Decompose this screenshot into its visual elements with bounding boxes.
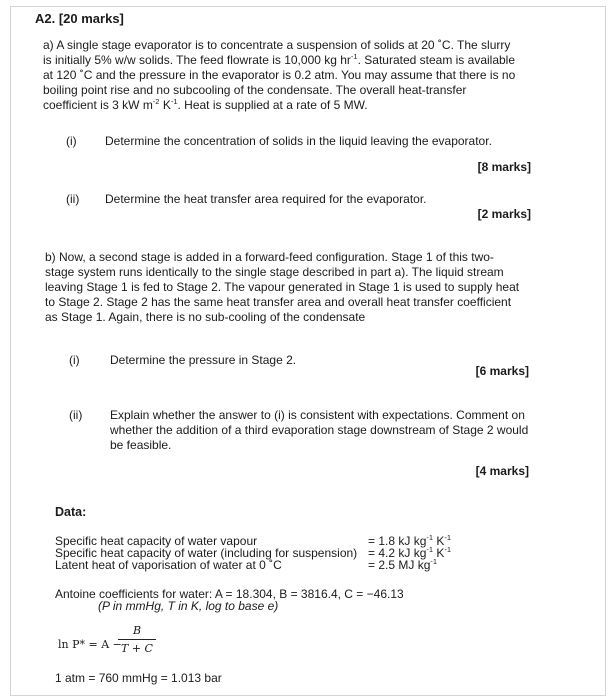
antoine-coefficients: Antoine coefficients for water: A = 18.304, B = 3816.4, C = −46.13: [55, 587, 404, 601]
marks-label: [2 marks]: [477, 207, 531, 221]
part-b-line-1: b) Now, a second stage is added in a forward-feed configuration. Stage 1 of this two-: [45, 250, 494, 264]
data-row-label: Specific heat capacity of water (including for suspension): [55, 546, 358, 560]
part-a-line-4: boiling point rise and no subcooling of the condensate. The overall heat-transfer: [43, 83, 467, 97]
part-a-line-3: at 120 ˚C and the pressure in the evaporator is 0.2 atm. You may assume that there is no: [43, 68, 516, 82]
part-b-line-5: as Stage 1. Again, there is no sub-cooling of the condensate: [45, 310, 366, 324]
question-text-line-2: whether the addition of a third evaporation stage downstream of Stage 2 would: [110, 423, 529, 437]
question-number: (i): [69, 353, 80, 367]
part-b-line-2: stage system runs identically to the single stage described in part a). The liquid stream: [45, 265, 504, 279]
data-row-value: = 4.2 kJ $kg^{-1}$ $K^{-1}$: [368, 545, 452, 560]
question-sheet: [10, 6, 606, 696]
data-row-label: Specific heat capacity of water vapour: [55, 534, 258, 548]
unit-conversion: 1 atm = 760 mmHg = 1.013 bar: [55, 671, 222, 685]
question-text: Determine the heat transfer area required for the evaporator.: [105, 192, 427, 206]
marks-label: [4 marks]: [475, 464, 529, 478]
question-text: Determine the concentration of solids in the liquid leaving the evaporator.: [105, 134, 492, 148]
data-row-value: = 2.5 MJ $kg^{-1}$: [368, 557, 438, 572]
question-title: A2. [20 marks]: [35, 11, 124, 26]
question-number: (i): [66, 134, 77, 148]
question-number: (ii): [69, 408, 83, 422]
part-b-line-3: leaving Stage 1 is fed to Stage 2. The vapour generated in Stage 1 is used to supply heat: [45, 280, 520, 294]
equation-lhs: ln P* = A −: [58, 638, 122, 651]
question-text: Determine the pressure in Stage 2.: [110, 353, 297, 367]
part-a-line-5: coefficient is 3 kW $m^{-2}$ $K^{-1}$. Heat is supplied at a rate of 5 MW.: [43, 97, 368, 112]
part-a-line-1: a) A single stage evaporator is to concentrate a suspension of solids at 20 ˚C. The slurry: [43, 38, 511, 52]
data-row-value: = 1.8 kJ $kg^{-1}$ $K^{-1}$: [368, 533, 452, 548]
data-heading: Data:: [55, 505, 87, 519]
part-b-line-4: to Stage 2. Stage 2 has the same heat transfer area and overall heat transfer coefficient: [45, 295, 512, 309]
equation-fraction: [118, 624, 156, 655]
question-text-line-3: be feasible.: [110, 438, 172, 452]
data-row-label: Latent heat of vaporisation of water at 0 ˚C: [55, 558, 282, 572]
part-a-line-2: is initially 5% w/w solids. The feed flowrate is 10,000 kg $hr^{-1}$. Saturated steam is available: [43, 52, 516, 67]
marks-label: [6 marks]: [475, 364, 529, 378]
fraction-bar: [118, 639, 156, 640]
question-number: (ii): [66, 192, 80, 206]
marks-label: [8 marks]: [477, 160, 531, 174]
equation-denominator: T + C: [121, 642, 153, 655]
question-text-line-1: Explain whether the answer to (i) is consistent with expectations. Comment on: [110, 408, 525, 422]
equation-numerator: B: [132, 624, 142, 637]
antoine-note: (P in mmHg, T in K, log to base e): [98, 599, 279, 613]
